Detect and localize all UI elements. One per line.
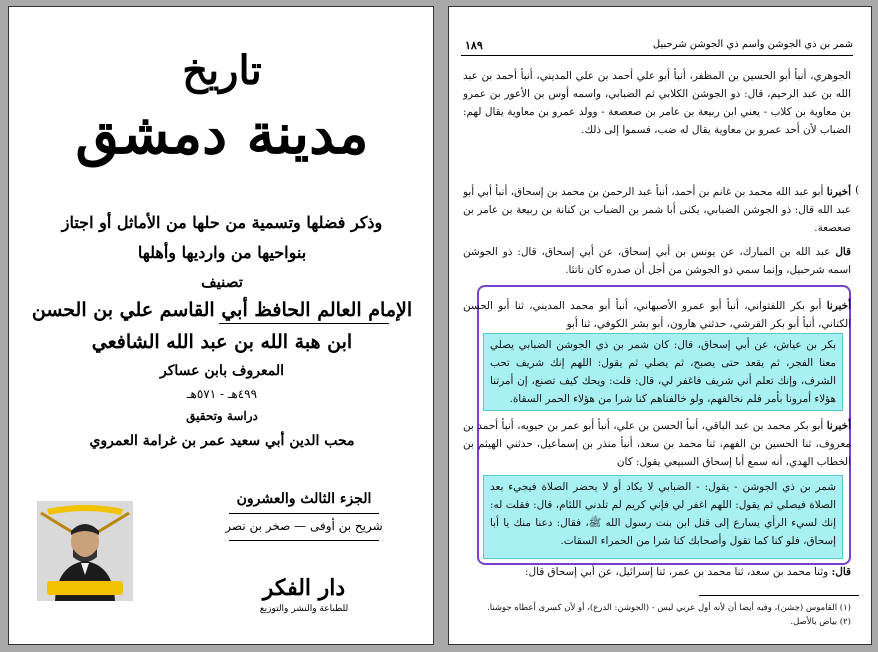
paragraph xyxy=(463,243,851,283)
paragraph xyxy=(463,67,851,179)
publisher-name: دار الفكر xyxy=(262,575,346,601)
page-header xyxy=(461,39,853,56)
highlighted-passage[interactable]: شمر بن ذي الجوشن - يقول: - الضبابي لا يكاد أو لا يحضر الصلاة فيجيء بعد الصلاة فيصلي ثم يقول: اللهم اغفر لي فإني كريم لم تلدني اللئام، قال: فقلت له: إنك لسيء الرأي يسارع إلى قتل ابن بنت رسول الله ﷺ، فقال: دعنا منك يا أبا إسحاق، فلو كنا كما تقول وأصحابك كنا شرا من الحمراء السقات. xyxy=(483,475,843,559)
paragraph-text: وثنا محمد بن سعد، ثنا محمد بن عمر، ثنا إسرائيل، عن أبي إسحاق قال: xyxy=(525,566,832,578)
paragraph xyxy=(463,563,851,581)
paragraph xyxy=(463,297,851,333)
paragraph-text: أبو بكر محمد بن عبد الباقي، أنبأ الحسن بن علي، أنبأ أبو عمر بن حيويه، أنبأ أحمد بن معروف، ثنا الحسين بن الفهم، ثنا محمد بن سعد، أنبأ منذر بن إسماعيل، حدثني الهيثم بن الخطاب الهدي، أنه سمع أبا إسحاق السبيعي يقول: كان xyxy=(463,420,851,468)
title-page xyxy=(8,6,434,645)
book-subtitle-line-2: بنواحيها من وارديها وأهلها xyxy=(137,243,307,262)
author-known-as: المعروف بابن عساكر xyxy=(160,363,284,379)
author-dates: ٤٩٩هـ - ٥٧١هـ xyxy=(186,387,258,401)
footnote: (٢) بياض بالأصل. xyxy=(790,617,851,627)
divider xyxy=(229,540,379,541)
page-number: ١٨٩ xyxy=(465,39,483,52)
book-subtitle-line-1: وذكر فضلها وتسمية من حلها من الأماثل أو اجتاز xyxy=(61,213,383,232)
footnote-divider xyxy=(699,595,859,596)
paragraph-lead: قال: xyxy=(831,566,851,578)
publisher-tagline: للطباعة والنشر والتوزيع xyxy=(259,604,349,614)
footnote: (١) القاموس (جشن)، وفيه أيضا أن لأنه أول عربي لبس - (الجوشن: الدرع)، أو لأن كسرى أعطاه جوشنا. xyxy=(487,603,851,613)
paragraph-lead: قال xyxy=(835,246,851,258)
volume-range: شريح بن أوفى — صخر بن نصر xyxy=(225,519,383,533)
volume-label: الجزء الثالث والعشرون xyxy=(236,491,372,507)
paragraph-text: عبد الله بن المبارك، عن يونس بن أبي إسحاق، عن أبي إسحاق، قال: ذو الجوشن اسمه شرحبيل، وإنما سمي ذو الجوشن من أجل أن صدره كان ناتئا. xyxy=(463,246,851,276)
paragraph-text: أبو بكر اللفتواني، أنبأ أبو عمرو الأصبهاني، أنبأ أبو محمد المديني، ثنا أبو الحسن الكتاني، أنبأ أبو بكر القرشي، حدثني هارون، أبو بشر الكوفي، ثنا أبو xyxy=(463,300,851,330)
margin-mark: ( xyxy=(855,185,859,196)
authored-by-label: تصنيف xyxy=(201,273,243,291)
paragraph xyxy=(463,417,851,477)
book-title-main: مدينة دمشق xyxy=(75,101,369,167)
book-title-top: تاريخ xyxy=(182,47,262,94)
paragraph-lead: أخبرنا xyxy=(826,300,851,312)
paragraph-lead: أخبرنا xyxy=(826,420,851,432)
author-name-line-2: ابن هبة الله بن عبد الله الشافعي xyxy=(91,331,353,353)
paragraph-text: الجوهري، أنبأ أبو الحسين بن المظفر، أنبأ أبو علي أحمد بن علي المديني، أنبأ أحمد بن عبد الله بن عبد الرحيم، قال: ذو الجوشن الكلابي ثم الضبابي، واسمه أوس بن الأعور بن عمرو بن معاوية بن كلاب - يعني ابن ربيعة بن عامر بن صعصعة - وولد عمرو بن معاوية يقال لهم: الضباب لأن أحد عمرو بن معاوية يقال له ضب، فسموا إلى ذلك. xyxy=(463,70,851,136)
author-name-line-1: الإمام العالم الحافظ أبي القاسم علي بن الحسن xyxy=(31,299,413,321)
text-page xyxy=(448,6,872,645)
editor-name: محب الدين أبي سعيد عمر بن غرامة العمروي xyxy=(89,433,355,449)
study-label: دراسة وتحقيق xyxy=(186,409,258,423)
divider xyxy=(229,513,379,514)
divider xyxy=(219,323,389,324)
paragraph-lead: أخبرنا xyxy=(826,186,851,198)
paragraph-text: أبو عبد الله محمد بن غانم بن أحمد، أنبأ عبد الرحمن بن محمد بن إسحاق، أنبأ أبي أبو عبد الله قال: ذو الجوشن الضبابي، يكنى أبا شمر بن الضباب بن كنانة بن ربيعة بن عامر بن صعصعة. xyxy=(463,186,851,234)
highlighted-passage[interactable]: بكر بن عياش، عن أبي إسحاق، قال: كان شمر بن ذي الجوشن الضبابي يصلي معنا الفجر، ثم يقعد حتى يصبح، ثم يصلي ثم يقول: اللهم إنك شريف تحب الشرف، وإنك تعلم أني شريف فاغفر لي، قال: قلت: ويحك كيف تصنع، إن أمرتنا هؤلاء أمرونا بأمر فلم نخالفهم، ولو خالفناهم كنا شرا من هؤلاء الحمر السقاة. xyxy=(483,333,843,411)
portrait-logo-image xyxy=(37,501,133,601)
running-head: شمر بن ذي الجوشن واسم ذي الجوشن شرحبيل xyxy=(652,39,853,50)
